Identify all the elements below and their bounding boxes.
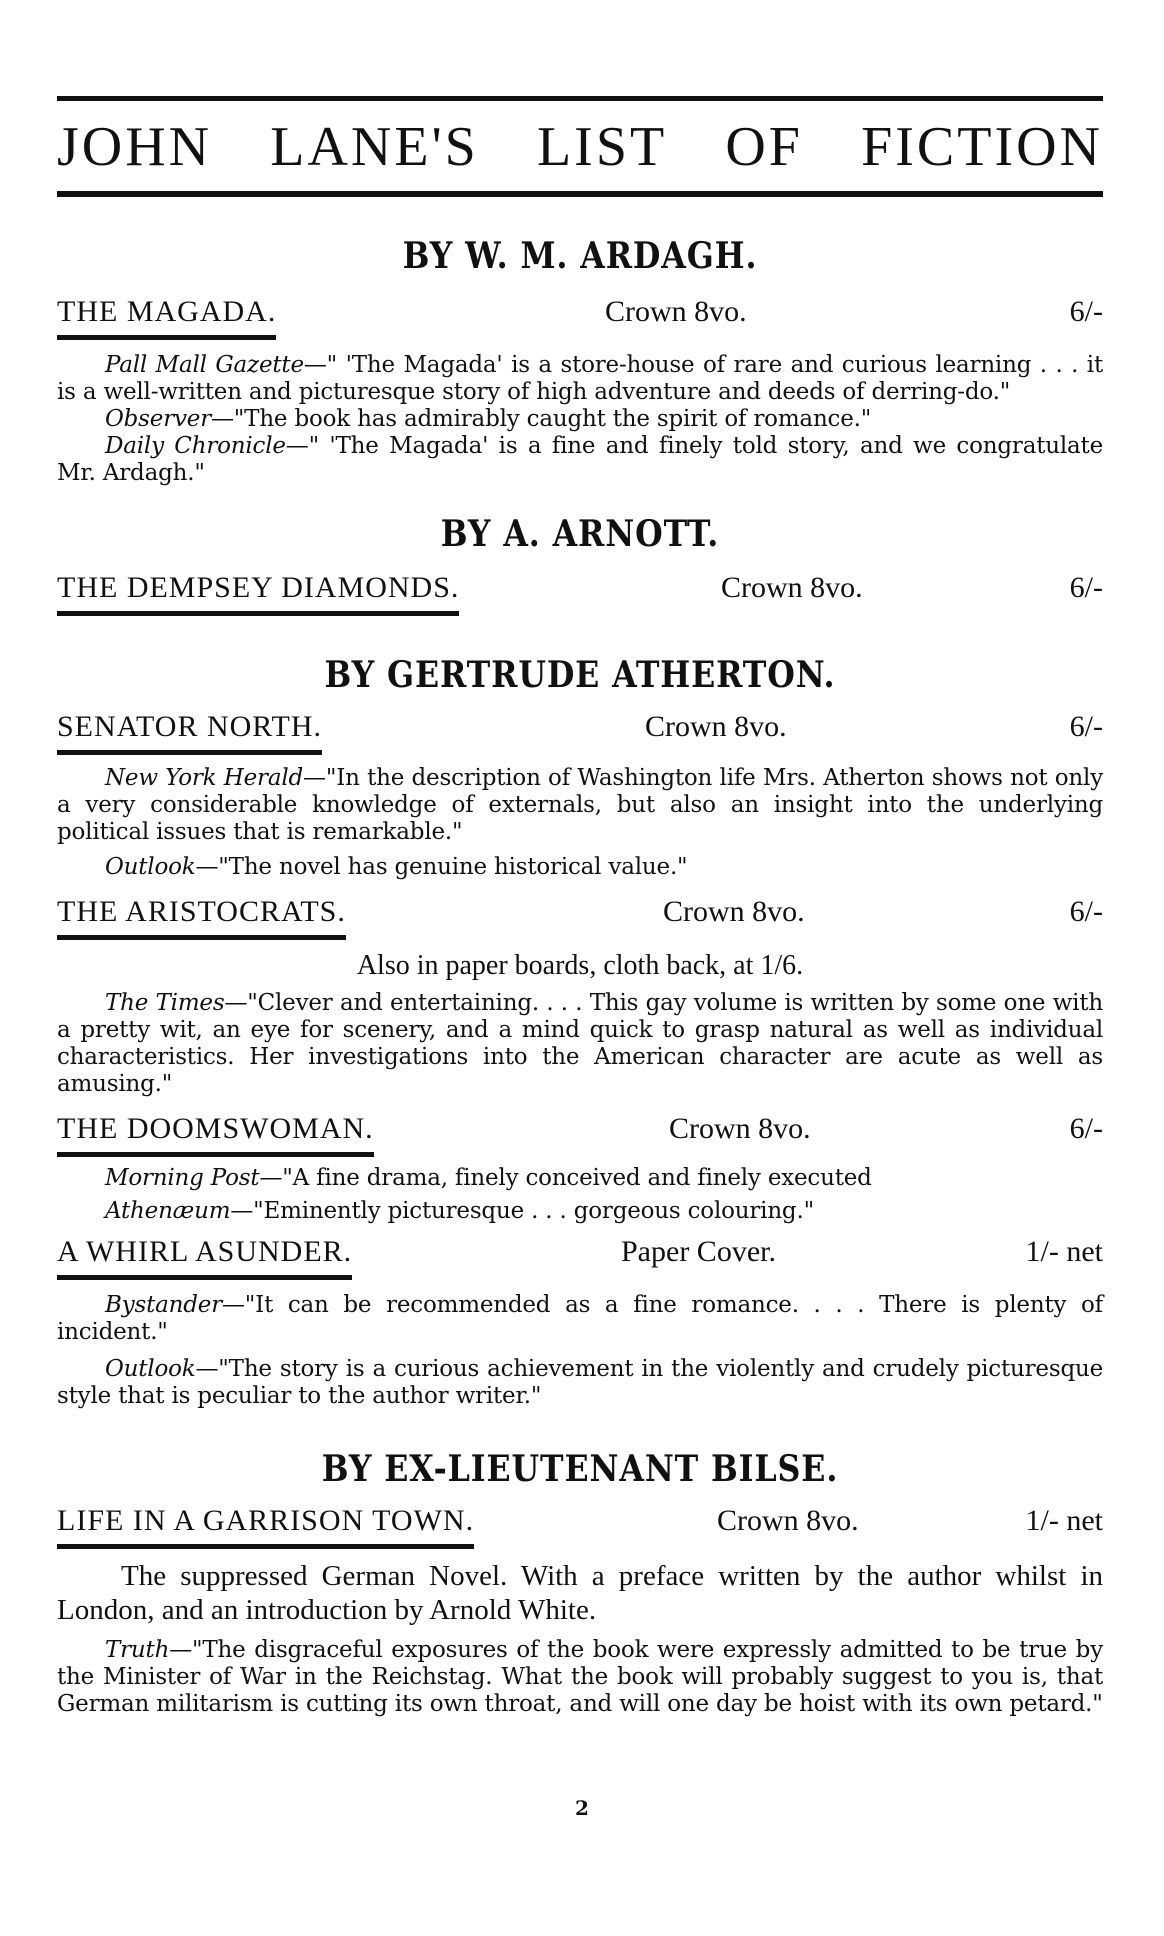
header [57,96,1103,197]
book-format: Paper Cover. [621,1235,776,1268]
book-row [57,571,1103,616]
review-source: Daily Chronicle [105,433,286,459]
header-rule-top [57,96,1103,101]
review-text: —"Eminently picturesque . . . gorgeous colouring." [230,1198,814,1224]
book-title: THE MAGADA. [57,295,276,340]
header-rule-bottom [57,191,1103,197]
review [57,406,1103,433]
book-row [57,295,1103,340]
book-price: 6/- [1069,710,1103,743]
book-row [57,1112,1103,1157]
review-text: —" 'The Magada' is a fine and finely told story, and we congratulate Mr. Ardagh." [57,433,1103,486]
author-heading: BY GERTRUDE ATHERTON. [324,654,836,696]
catalogue-page [57,96,1103,1718]
book-title: THE DEMPSEY DIAMONDS. [57,571,459,616]
book-row [57,1235,1103,1280]
review-text: —"It can be recommended as a fine romance. . . . There is plenty of incident." [57,1292,1103,1345]
book-format: Crown 8vo. [669,1112,811,1145]
review-text: —"The book has admirably caught the spirit of romance." [211,406,872,432]
author-heading: BY A. ARNOTT. [440,513,720,555]
review-text: —"A fine drama, finely conceived and finely executed [259,1165,872,1191]
review-text: —"In the description of Washington life Mrs. Atherton shows not only a very considerable knowledge of externals, but also an insight into the underlying political issues that is remarkable." [57,765,1103,845]
title-word: FICTION [861,116,1103,178]
review [57,990,1103,1098]
book-price: 1/- net [1025,1504,1103,1537]
title-word: OF [725,116,803,178]
book-price: 6/- [1069,295,1103,328]
book-title: THE DOOMSWOMAN. [57,1112,374,1157]
author-heading: BY EX-LIEUTENANT BILSE. [321,1448,839,1490]
book-title: A WHIRL ASUNDER. [57,1235,352,1280]
book-format: Crown 8vo. [717,1504,859,1537]
book-title: SENATOR NORTH. [57,710,322,755]
title-word: LIST [536,116,668,178]
book-title: LIFE IN A GARRISON TOWN. [57,1504,474,1549]
review [57,1637,1103,1718]
book-price: 6/- [1069,895,1103,928]
book-price: 1/- net [1025,1235,1103,1268]
review-text: —"Clever and entertaining. . . . This gay volume is written by some one with a pretty wit, an eye for scenery, and a mind quick to grasp natural as well as individual characteristics. Her investigations into the American character are acute as well as amusing." [57,990,1103,1097]
review [57,352,1103,406]
book-format: Crown 8vo. [605,295,747,328]
review [57,854,1103,881]
review-text: —" 'The Magada' is a store-house of rare and curious learning . . . it is a well-written and picturesque story of high adventure and deeds of derring-do." [57,352,1103,405]
review-source: Truth [105,1637,170,1663]
title-word: JOHN [57,116,213,178]
edition-note: Also in paper boards, cloth back, at 1/6. [356,950,804,981]
book-row [57,895,1103,940]
book-row [57,710,1103,755]
review-source: Morning Post [105,1165,260,1191]
review-source: Observer [105,406,211,432]
review [57,765,1103,846]
page-number: 2 [575,1796,589,1820]
book-format: Crown 8vo. [645,710,787,743]
book-format: Crown 8vo. [663,895,805,928]
book-format: Crown 8vo. [721,571,863,604]
book-row [57,1504,1103,1549]
title-word: LANE'S [270,116,479,178]
book-price: 6/- [1069,571,1103,604]
review-source: New York Herald [105,765,304,791]
author-heading: BY W. M. ARDAGH. [402,235,758,277]
review [57,1356,1103,1410]
review-text: —"The story is a curious achievement in the violently and crudely picturesque style that is peculiar to the author writer." [57,1356,1103,1409]
book-price: 6/- [1069,1112,1103,1145]
review-source: Outlook [105,854,196,880]
review-source: Outlook [105,1356,196,1382]
review [57,1198,1103,1225]
review-source: Bystander [105,1292,222,1318]
review-source: Pall Mall Gazette [105,352,304,378]
review-text: —"The disgraceful exposures of the book were expressly admitted to be true by the Minister of War in the Reichstag. What the book will probably suggest to you is, that German militarism is cutting its own throat, and will one day be hoist with its own petard." [57,1637,1103,1717]
page-title [57,115,1103,179]
review-text: —"The novel has genuine historical value." [195,854,688,880]
review-source: The Times [105,990,225,1016]
review-source: Athenæum [105,1198,231,1224]
review [57,1165,1103,1192]
book-title: THE ARISTOCRATS. [57,895,346,940]
review [57,1292,1103,1346]
review [57,433,1103,487]
book-description: The suppressed German Novel. With a preface written by the author whilst in London, and an introduction by Arnold White. [57,1560,1103,1626]
